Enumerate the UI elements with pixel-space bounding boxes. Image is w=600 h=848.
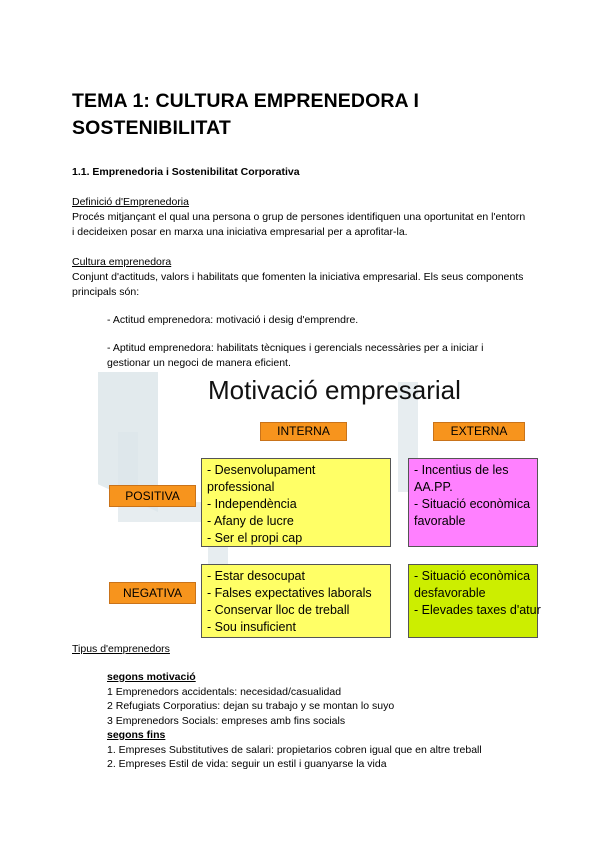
types-list <box>107 670 537 772</box>
cell-line: - Independència <box>207 497 297 511</box>
cell-line: - Situació econòmica <box>414 569 531 583</box>
diagram-title: Motivació empresarial <box>208 375 461 405</box>
cell-line: professional <box>207 480 275 494</box>
definition-block <box>72 195 527 240</box>
cell-line: desfavorable <box>414 586 486 600</box>
cell-line: - Elevades taxes d'atur <box>414 603 541 617</box>
list-item: 2. Empreses Estil de vida: seguir un estil i guanyarse la vida <box>107 758 387 770</box>
row-label-positive: POSITIVA <box>109 485 196 507</box>
cell-negative-internal <box>201 564 391 638</box>
cell-line: - Estar desocupat <box>207 569 305 583</box>
types-heading: Tipus d'emprenedors <box>72 643 170 655</box>
column-header-internal: INTERNA <box>260 422 347 441</box>
culture-block <box>72 255 527 300</box>
cell-line: - Falses expectatives laborals <box>207 586 372 600</box>
group-title: segons motivació <box>107 671 196 683</box>
culture-text: Conjunt d'actituds, valors i habilitats que fomenten la iniciativa empresarial. Els seus components principals són: <box>72 271 524 298</box>
cell-line: - Afany de lucre <box>207 514 294 528</box>
group-title: segons fins <box>107 729 166 741</box>
types-heading-block <box>72 642 527 657</box>
cell-positive-internal <box>201 458 391 547</box>
list-item: 2 Refugiats Corporatius: dejan su trabajo y se montan lo suyo <box>107 700 395 712</box>
section-heading: 1.1. Emprenedoria i Sostenibilitat Corporativa <box>72 166 300 178</box>
list-item: 1 Emprenedors accidentals: necesidad/casualidad <box>107 685 342 698</box>
cell-positive-external <box>408 458 538 547</box>
row-label-negative: NEGATIVA <box>109 582 196 604</box>
culture-bullet: - Aptitud emprenedora: habilitats tècniques i gerencials necessàries per a iniciar i gestionar un negoci de manera eficient. <box>107 342 484 369</box>
definition-heading: Definició d'Emprenedoria <box>72 196 189 208</box>
list-item: 1. Empreses Substitutives de salari: propietarios cobren igual que en altre treball <box>107 743 482 756</box>
cell-line: - Ser el propi cap <box>207 531 303 545</box>
culture-bullet: - Actitud emprenedora: motivació i desig d'emprendre. <box>107 314 359 326</box>
cell-line: - Sou insuficient <box>207 620 296 634</box>
cell-line: favorable <box>414 514 466 528</box>
cell-line: - Desenvolupament <box>207 463 316 477</box>
cell-negative-external <box>408 564 541 638</box>
cell-line: - Situació econòmica <box>414 497 531 511</box>
cell-line: - Incentius de les <box>414 463 509 477</box>
page-title: TEMA 1: CULTURA EMPRENEDORA I SOSTENIBILITAT <box>72 90 420 139</box>
culture-heading: Cultura emprenedora <box>72 256 172 268</box>
motivation-diagram <box>98 372 541 638</box>
definition-text: Procés mitjançant el qual una persona o grup de persones identifiquen una oportunitat en l'entorn i decideixen posar en marxa una iniciativa empresarial per a aprofitar-la. <box>72 211 526 238</box>
cell-line: - Conservar lloc de treball <box>207 603 350 617</box>
list-item: 3 Emprenedors Socials: empreses amb fins socials <box>107 714 346 727</box>
cell-line: AA.PP. <box>414 480 453 494</box>
column-header-external: EXTERNA <box>433 422 525 441</box>
